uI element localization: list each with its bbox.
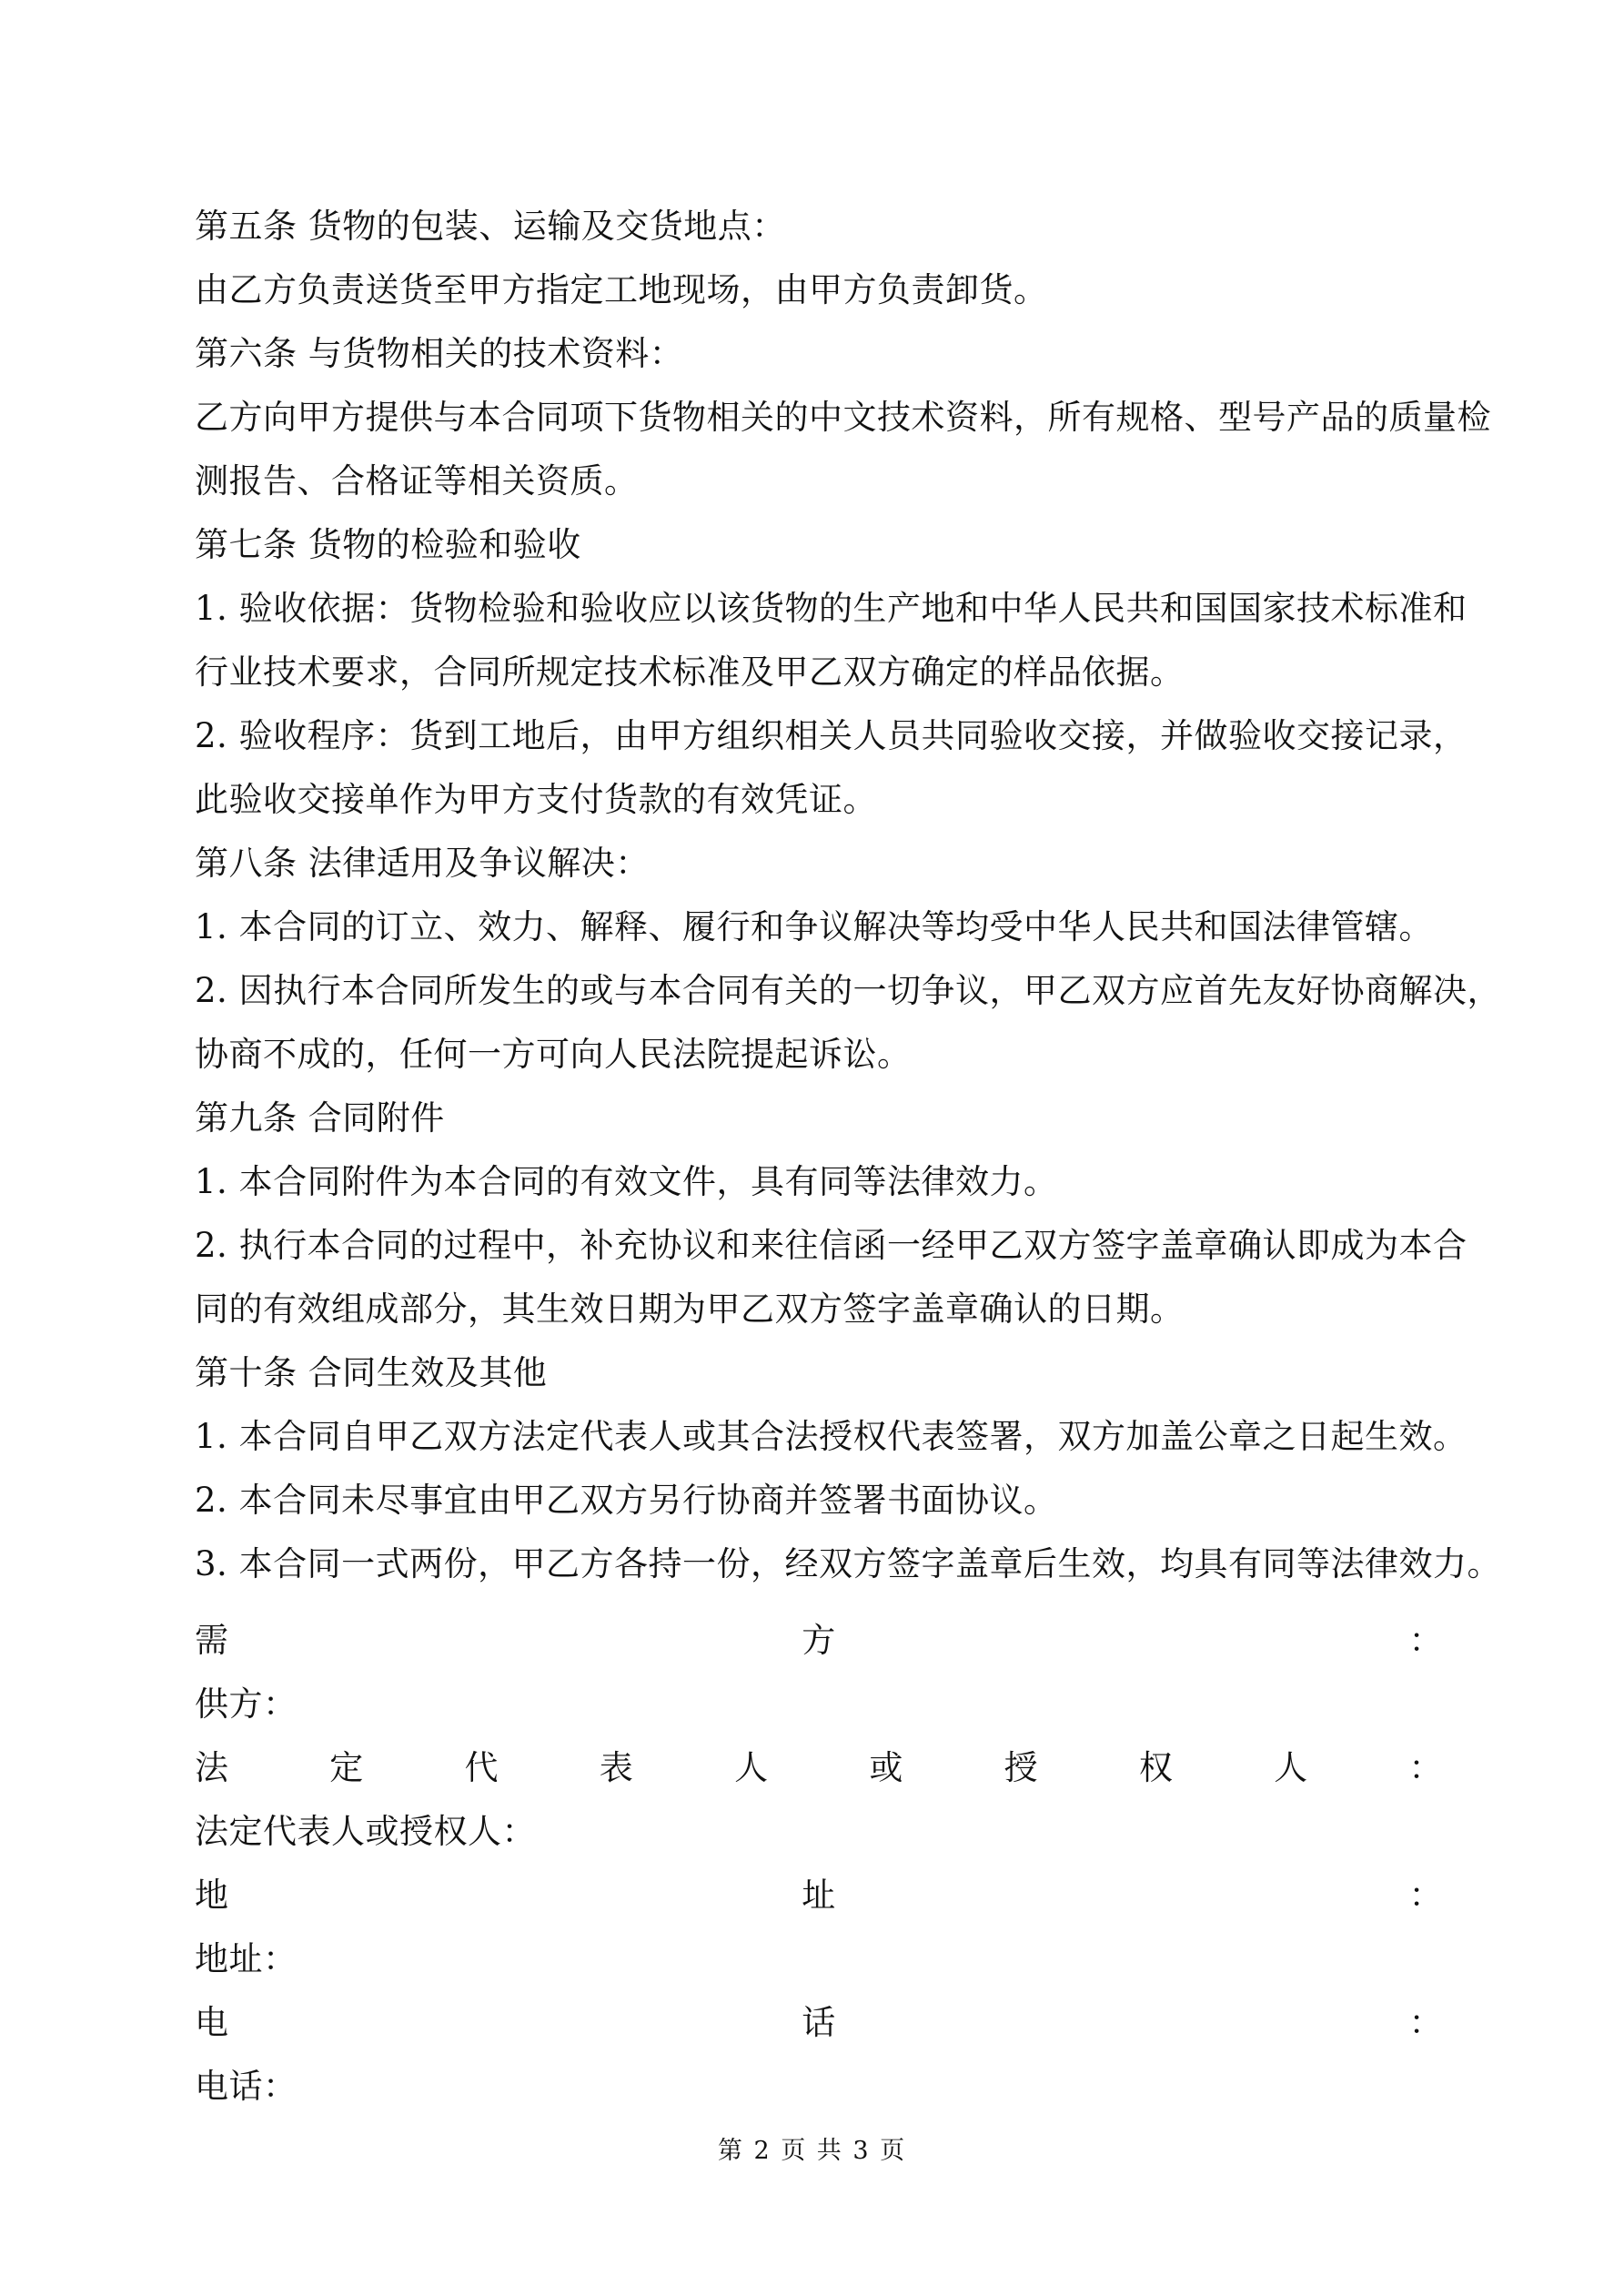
article-10-item-2: 2. 本合同未尽事宜由甲乙双方另行协商并签署书面协议。: [195, 1481, 1058, 1520]
phone-char: 话: [802, 2003, 836, 2042]
page-number-footer: 第 2 页 共 3 页: [717, 2137, 907, 2165]
address-char: 址: [802, 1876, 836, 1915]
article-6-title: 第六条 与货物相关的技术资料：: [195, 334, 684, 373]
article-7-item-1-line-1: 1. 验收依据：货物检验和验收应以该货物的生产地和中华人民共和国国家技术标准和: [195, 589, 1468, 628]
seller-label: 供方：: [195, 1684, 298, 1724]
representative-char: 定: [329, 1748, 364, 1787]
article-9-item-2-line-2: 同的有效组成部分，其生效日期为甲乙双方签字盖章确认的日期。: [195, 1290, 1185, 1329]
article-10-item-3: 3. 本合同一式两份，甲乙方各持一份，经双方签字盖章后生效，均具有同等法律效力。: [195, 1544, 1502, 1583]
address-char: ：: [1408, 1876, 1443, 1915]
article-5-body: 由乙方负责送货至甲方指定工地现场，由甲方负责卸货。: [195, 270, 1048, 309]
article-7-item-2-line-1: 2. 验收程序：货到工地后，由甲方组织相关人员共同验收交接，并做验收交接记录，: [195, 716, 1468, 755]
article-7-item-1-line-2: 行业技术要求，合同所规定技术标准及甲乙双方确定的样品依据。: [195, 652, 1185, 692]
representative-char: 法: [195, 1748, 229, 1787]
representative-char: ：: [1408, 1748, 1443, 1787]
article-10-title: 第十条 合同生效及其他: [195, 1353, 548, 1392]
representative-char: 人: [734, 1748, 769, 1787]
article-9-item-1: 1. 本合同附件为本合同的有效文件，具有同等法律效力。: [195, 1162, 1058, 1201]
article-8-item-2-line-2: 协商不成的，任何一方可向人民法院提起诉讼。: [195, 1035, 912, 1074]
buyer-signature-line: [195, 1609, 1443, 1673]
article-8-item-2-line-1: 2. 因执行本合同所发生的或与本合同有关的一切争议，甲乙双方应首先友好协商解决，: [195, 971, 1502, 1010]
phone-signature-line: [195, 1991, 1443, 2055]
article-10-item-1: 1. 本合同自甲乙双方法定代表人或其合法授权代表签署，双方加盖公章之日起生效。: [195, 1417, 1468, 1456]
article-6-body-line-2: 测报告、合格证等相关资质。: [195, 461, 639, 501]
representative-char: 人: [1274, 1748, 1308, 1787]
representative-char: 授: [1004, 1748, 1039, 1787]
representative-char: 权: [1138, 1748, 1174, 1787]
buyer-char: 方: [802, 1621, 836, 1660]
article-8-title: 第八条 法律适用及争议解决：: [195, 844, 650, 883]
address-char: 地: [195, 1876, 229, 1915]
phone-char: ：: [1408, 2003, 1443, 2042]
buyer-char: ：: [1408, 1621, 1443, 1660]
representative-signature-line: [195, 1736, 1443, 1800]
buyer-char: 需: [195, 1621, 229, 1660]
article-7-item-2-line-2: 此验收交接单作为甲方支付货款的有效凭证。: [195, 780, 877, 819]
article-7-title: 第七条 货物的检验和验收: [195, 525, 581, 564]
representative-char: 或: [869, 1748, 903, 1787]
address-label: 地址：: [195, 1939, 298, 1978]
representative-char: 表: [599, 1748, 634, 1787]
address-signature-line: [195, 1864, 1443, 1927]
article-5-title: 第五条 货物的包装、运输及交货地点：: [195, 207, 786, 246]
representative-char: 代: [464, 1748, 499, 1787]
article-8-item-1: 1. 本合同的订立、效力、解释、履行和争议解决等均受中华人民共和国法律管辖。: [195, 907, 1434, 946]
phone-char: 电: [195, 2003, 229, 2042]
article-9-item-2-line-1: 2. 执行本合同的过程中，补充协议和来往信函一经甲乙双方签字盖章确认即成为本合: [195, 1226, 1468, 1265]
representative-label: 法定代表人或授权人：: [195, 1812, 536, 1851]
article-6-body-line-1: 乙方向甲方提供与本合同项下货物相关的中文技术资料，所有规格、型号产品的质量检: [195, 398, 1491, 437]
article-9-title: 第九条 合同附件: [195, 1098, 445, 1138]
phone-label: 电话：: [195, 2067, 298, 2106]
